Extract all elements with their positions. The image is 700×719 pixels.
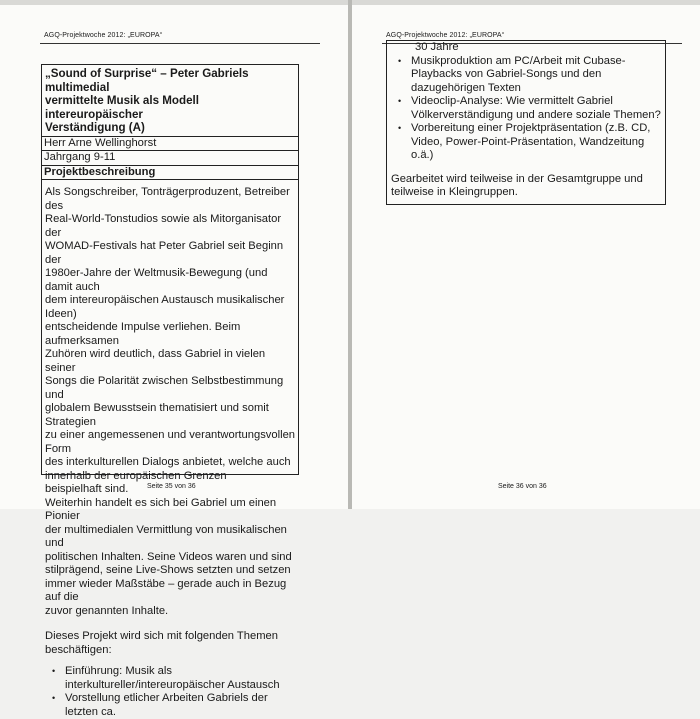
text-line: entscheidende Impulse verliehen. Beim aufmerksamen: [45, 321, 241, 347]
text-line: Als Songschreiber, Tonträgerproduzent, Betreiber des: [45, 186, 290, 212]
project-box-continued: [386, 40, 666, 205]
right-page: [352, 5, 700, 509]
right-page-number: Seite 36 von 36: [498, 483, 547, 490]
text-line: Playbacks von Gabriel-Songs und den: [411, 68, 602, 80]
text-line: • Musikproduktion am PC/Arbeit mit Cubase-: [411, 54, 626, 67]
text-line: Dieses Projekt wird sich mit folgenden Themen: [45, 630, 278, 642]
topic-item: [391, 55, 661, 96]
project-title-line: „Sound of Surprise“ – Peter Gabriels multimedial: [45, 67, 249, 94]
text-line: • Vorbereitung einer Projektpräsentation (z.B. CD,: [411, 122, 651, 134]
text-line: immer wieder Maßstäbe – gerade auch in Bezug auf die: [45, 577, 287, 603]
text-line: • Vorstellung etlicher Arbeiten Gabriels der letzten ca.: [65, 692, 268, 718]
project-title-line: vermittelte Musik als Modell intereuropäischer: [45, 94, 199, 121]
text-line: politischen Inhalten. Seine Videos waren und sind: [45, 550, 292, 563]
text-line: interkultureller/intereuropäischer Austausch: [65, 678, 280, 691]
text-line: beispielhaft sind.: [45, 483, 129, 495]
text-line: • Videoclip-Analyse: Wie vermittelt Gabriel: [411, 95, 613, 107]
text-line: Weiterhin handelt es sich bei Gabriel um einen Pionier: [45, 496, 277, 522]
project-title-line: Verständigung (A): [45, 121, 145, 134]
text-line: Zuhören wird deutlich, dass Gabriel in vielen seiner: [45, 348, 266, 374]
text-line: Songs die Polarität zwischen Selbstbestimmung und: [45, 375, 284, 401]
topic-item: [391, 122, 661, 163]
text-line: 1980er-Jahre der Weltmusik-Bewegung (und damit auch: [45, 267, 268, 293]
text-line: • Einführung: Musik als: [65, 665, 172, 677]
text-line: stilprägend, seine Live-Shows setzten und setzen: [45, 564, 291, 576]
grade-level: Jahrgang 9-11: [42, 151, 298, 166]
topic-item: [391, 95, 661, 122]
text-line: WOMAD-Festivals hat Peter Gabriel seit Beginn der: [45, 240, 284, 266]
project-description: [42, 180, 298, 719]
text-line: zuvor genannten Inhalte.: [45, 604, 169, 617]
left-header-rule: [40, 43, 320, 44]
topic-item: [45, 692, 295, 719]
left-page-header: AGQ-Projektwoche 2012: „EUROPA“: [44, 32, 163, 39]
project-title: [42, 65, 298, 137]
text-line: innerhalb der europäischen Grenzen: [45, 469, 227, 482]
text-line: globalem Bewusstsein thematisiert und somit Strategien: [45, 402, 269, 428]
continuation-text: 30 Jahre: [415, 41, 459, 53]
text-line: teilweise in Kleingruppen.: [391, 186, 518, 198]
topic-list: [45, 665, 295, 719]
text-line: beschäftigen:: [45, 643, 112, 656]
text-line: Gearbeitet wird teilweise in der Gesamtgruppe und: [391, 172, 643, 185]
left-page: [0, 5, 348, 718]
text-line: des interkulturellen Dialogs anbietet, welche auch: [45, 456, 291, 468]
text-line: dem intereuropäischen Austausch musikalischer Ideen): [45, 294, 285, 320]
left-page-number: Seite 35 von 36: [147, 483, 196, 490]
topic-item: [45, 665, 295, 692]
paragraph-3: [45, 630, 295, 657]
text-line: Video, Power-Point-Präsentation, Wandzeitung o.ä.): [411, 135, 645, 161]
section-heading: Projektbeschreibung: [42, 166, 298, 181]
closing-text: [391, 173, 661, 200]
text-line: Völkerverständigung und andere soziale Themen?: [411, 108, 661, 121]
right-page-header: AGQ-Projektwoche 2012: „EUROPA“: [386, 32, 505, 39]
text-line: zu einer angemessenen und verantwortungsvollen Form: [45, 429, 296, 455]
teacher-name: Herr Arne Wellinghorst: [42, 137, 298, 152]
text-line: dazugehörigen Texten: [411, 81, 521, 94]
text-line: der multimedialen Vermittlung von musikalischen und: [45, 523, 287, 549]
paragraph-1: [45, 186, 295, 618]
topic-list-continued: [391, 55, 661, 163]
text-line: Real-World-Tonstudios sowie als Mitorganisator der: [45, 213, 282, 239]
